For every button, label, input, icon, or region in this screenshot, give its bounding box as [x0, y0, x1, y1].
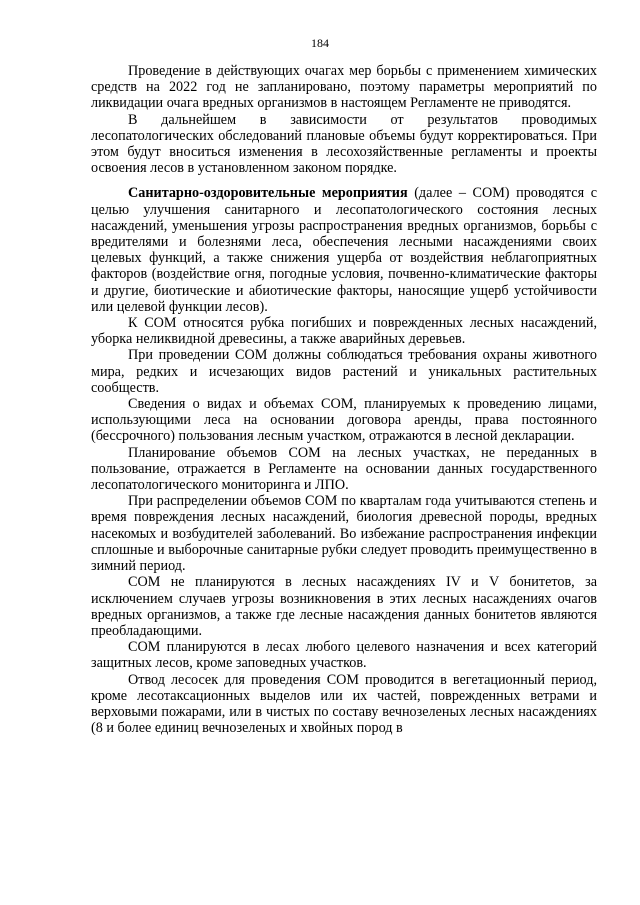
paragraph-text: В дальнейшем в зависимости от результатов проводимых лесопатологических обследований плановые объемы будут корректироваться. При этом будут вноситься изменения в лесохозяйственные регламенты и проекты освоения лесов в установленном законом порядке. [91, 111, 597, 177]
paragraph-bonitet-exclusion [91, 574, 597, 639]
paragraph-wildlife-protection [91, 347, 597, 396]
paragraph-text: СОМ планируются в лесах любого целевого назначения и всех категорий защитных лесов, кроме заповедных участков. [91, 639, 597, 672]
document-body [91, 63, 597, 736]
paragraph-chemical-control [91, 63, 597, 112]
section-heading: Санитарно-оздоровительные мероприятия [128, 185, 408, 202]
paragraph-text: При распределении объемов СОМ по кварталам года учитываются степень и время повреждения лесных насаждений, биология древесной породы, вредных насекомых и возбудителей заболеваний. Во избежание распространения инфекции сплошные и выборочные санитарные рубки следует проводить преимущественно в зимний период. [91, 493, 597, 575]
paragraph-quarterly-distribution [91, 493, 597, 574]
paragraph-declaration [91, 396, 597, 445]
paragraph-plan-adjustment [91, 112, 597, 177]
page-number: 184 [311, 36, 329, 50]
paragraph-text: Сведения о видах и объемах СОМ, планируемых к проведению лицами, использующими леса на основании договора аренды, права постоянного (бессрочного) пользования лесным участком, отражаются в лесной декларации. [91, 396, 597, 445]
paragraph-text: К СОМ относятся рубка погибших и поврежденных лесных насаждений, уборка неликвидной древесины, а также аварийных деревьев. [91, 315, 597, 348]
paragraph-text: Проведение в действующих очагах мер борьбы с применением химических средств на 2022 год не запланировано, поэтому параметры мероприятий по ликвидации очага вредных организмов в настоящем Регламенте не приводятся. [91, 63, 597, 112]
paragraph-text: (далее – СОМ) проводятся с целью улучшения санитарного и лесопатологического состояния лесных насаждений, уменьшения угрозы распространения вредных организмов, борьбы с вредителями и болезнями леса, обеспечения лесными насаждениями своих целевых функций, а также снижения ущерба от воздействия неблагоприятных факторов (воздействие огня, погодные условия, почвенно-климатические факторы и другие, биотические и абиотические факторы, наносящие ущерб устойчивости или целевой функции лесов). [91, 185, 597, 315]
paragraph-som-types [91, 315, 597, 347]
paragraph-text: СОМ не планируются в лесных насаждениях IV и V бонитетов, за исключением случаев угрозы возникновения в этих лесных насаждениях очагов вредных организмов, а также где лесные насаждения данных бонитетов являются преобладающими. [91, 574, 597, 639]
paragraph-text: Отвод лесосек для проведения СОМ проводится в вегетационный период, кроме лесотаксационных выделов или их частей, поврежденных ветрами и верховыми пожарами, или в чистых по составу вечнозеленых лесных насаждениях (8 и более единиц вечнозеленых и хвойных пород в [91, 671, 597, 737]
paragraph-text: Планирование объемов СОМ на лесных участках, не переданных в пользование, отражается в Регламенте на основании данных государственного лесопатологического мониторинга и ЛПО. [91, 444, 597, 494]
paragraph-planning [91, 445, 597, 494]
paragraph-text: При проведении СОМ должны соблюдаться требования охраны животного мира, редких и исчезающих видов растений и уникальных растительных сообществ. [91, 347, 597, 396]
paragraph-allotment [91, 672, 597, 737]
paragraph-som-definition [91, 185, 597, 315]
paragraph-forest-categories [91, 639, 597, 671]
